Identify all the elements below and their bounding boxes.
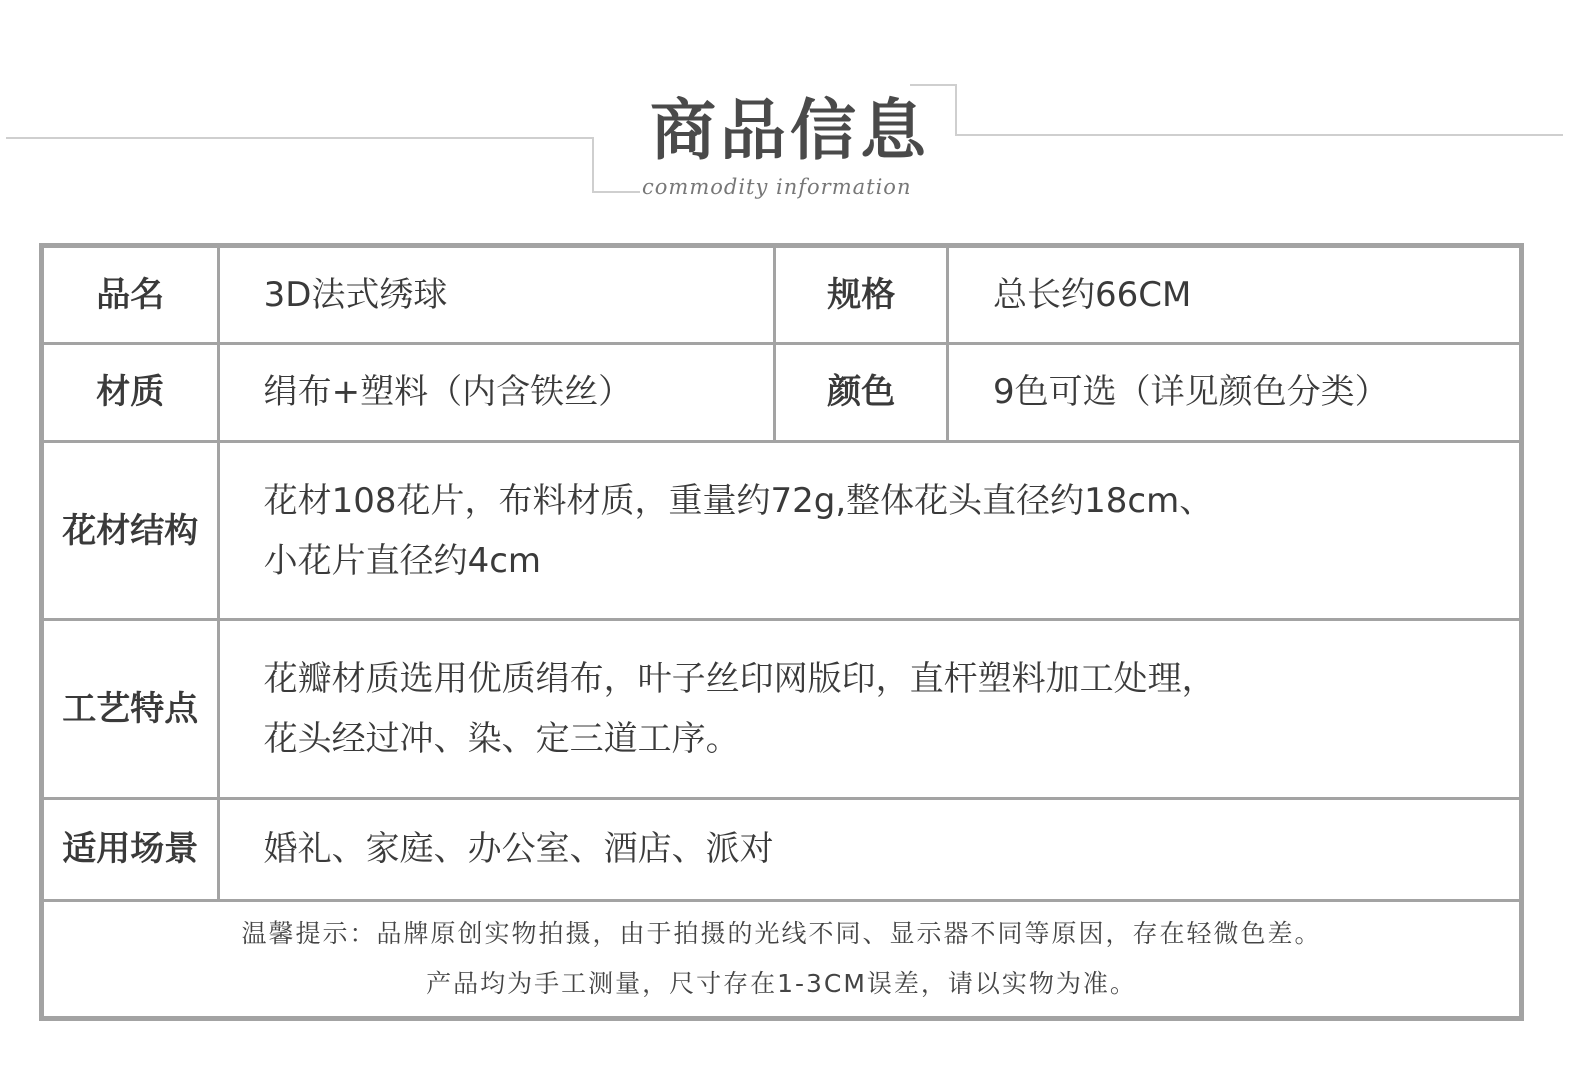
craft-line-1: 花瓣材质选用优质绢布，叶子丝印网版印，直杆塑料加工处理，: [263, 659, 1216, 700]
structure-label: 花材结构: [42, 442, 219, 620]
spec-table: [39, 243, 1524, 1021]
usage-label: 适用场景: [42, 798, 219, 900]
material-value: 绢布+塑料（内含铁丝）: [218, 344, 775, 442]
deco-line-right: [955, 134, 1563, 136]
table-row: [42, 442, 1522, 620]
structure-line-1: 花材108花片，布料材质，重量约72g,整体花头直径约18cm、: [263, 480, 1214, 521]
color-label: 颜色: [775, 344, 948, 442]
notice: [42, 900, 1522, 1018]
page-subtitle: commodity information: [642, 175, 912, 199]
craft-line-2: 花头经过冲、染、定三道工序。: [263, 719, 740, 760]
craft-label: 工艺特点: [42, 620, 219, 798]
deco-line-right-rise: [955, 84, 957, 136]
material-label: 材质: [42, 344, 219, 442]
usage-value: 婚礼、家庭、办公室、酒店、派对: [218, 798, 1521, 900]
table-row: [42, 246, 1522, 344]
name-value: 3D法式绣球: [218, 246, 775, 344]
color-value: 9色可选（详见颜色分类）: [948, 344, 1522, 442]
deco-line-right-top: [910, 84, 957, 86]
section-header: [0, 0, 1580, 230]
structure-line-2: 小花片直径约4cm: [263, 540, 542, 581]
page-title: 商品信息: [650, 92, 930, 169]
table-row: [42, 798, 1522, 900]
spec-label: 规格: [775, 246, 948, 344]
structure-value: [218, 442, 1521, 620]
table-row: [42, 620, 1522, 798]
craft-value: [218, 620, 1521, 798]
deco-line-left: [6, 137, 594, 139]
notice-line-2: 产品均为手工测量，尺寸存在1-3CM误差，请以实物为准。: [426, 968, 1137, 998]
table-row: [42, 344, 1522, 442]
table-row: [42, 900, 1522, 1018]
name-label: 品名: [42, 246, 219, 344]
deco-line-left-drop: [592, 137, 594, 193]
deco-line-left-foot: [592, 191, 640, 193]
notice-line-1: 温馨提示：品牌原创实物拍摄，由于拍摄的光线不同、显示器不同等原因，存在轻微色差。: [241, 918, 1322, 948]
spec-value: 总长约66CM: [948, 246, 1522, 344]
